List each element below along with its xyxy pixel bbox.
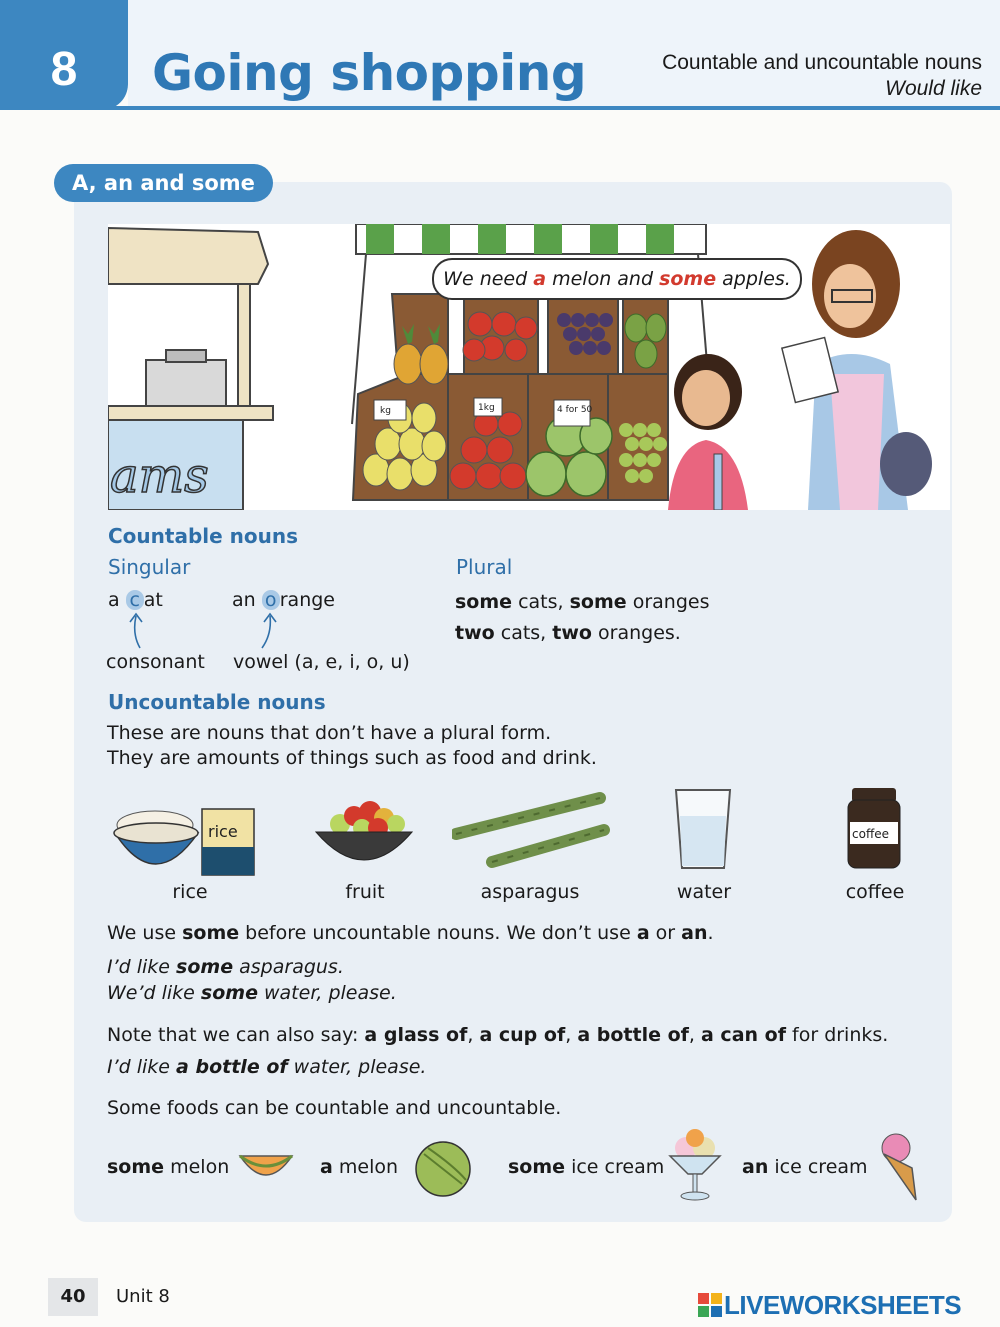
brand-text: LIVEWORKSHEETS (724, 1290, 962, 1320)
note-line (107, 1023, 888, 1047)
page-title: Going shopping (152, 44, 587, 102)
plural-some-2: some (569, 591, 627, 613)
uncountable-heading: Uncountable nouns (108, 690, 326, 714)
ex1-text-1: I’d like (107, 956, 177, 978)
footer-unit-label: Unit 8 (116, 1286, 170, 1307)
asparagus-image (452, 790, 612, 870)
an-ice-cream-label (742, 1155, 868, 1179)
plural-two-2: two (552, 622, 592, 644)
melon-slice-image (236, 1146, 296, 1190)
arrows (120, 612, 290, 652)
a-melon-word: melon (332, 1156, 399, 1178)
ex2-some: some (200, 982, 258, 1004)
consonant-highlight: c (126, 590, 144, 610)
note-sep-3: , (688, 1024, 701, 1046)
ex3-bottle: a bottle of (176, 1056, 288, 1078)
plural-text-3: cats, (494, 622, 553, 644)
note-sep-2: , (565, 1024, 578, 1046)
speech-some: some (659, 268, 717, 290)
ex2-text-1: We’d like (107, 982, 201, 1004)
speech-text-2: melon and (546, 268, 660, 290)
an-ice-an: an (742, 1156, 769, 1178)
rule-text-4: . (707, 922, 714, 944)
rule-text-3: or (649, 922, 682, 944)
label-fruit: fruit (345, 881, 385, 903)
coffee-jar-label: coffee (852, 827, 889, 841)
price-tag-pears: kg (380, 406, 391, 416)
some-melon-word: melon (164, 1156, 230, 1178)
note-bottle: a bottle of (577, 1024, 689, 1046)
word-cat-rest: at (143, 589, 163, 611)
ex3-text-1: I’d like (107, 1056, 177, 1078)
ex1-some: some (176, 956, 234, 978)
coffee-jar-image (846, 784, 902, 870)
plural-line-2 (455, 621, 681, 645)
plural-some-1: some (455, 591, 513, 613)
example-an-orange (232, 588, 335, 612)
consonant-label: consonant (106, 651, 205, 673)
plural-text-2: oranges (626, 591, 710, 613)
some-melon-some: some (107, 1156, 165, 1178)
uncountable-line-2: They are amounts of things such as food and drink. (107, 747, 597, 769)
word-an: an (232, 589, 256, 611)
ex2-text-2: water, please. (257, 982, 397, 1004)
rule-some: some (182, 922, 240, 944)
note-cup: a cup of (479, 1024, 566, 1046)
uncountable-line-1: These are nouns that don’t have a plural form. (107, 722, 552, 744)
speech-bubble (432, 258, 802, 300)
glass-of-water-image (672, 786, 734, 872)
rule-line (107, 921, 714, 945)
page-number: 40 (48, 1278, 98, 1316)
rice-image (110, 795, 260, 880)
some-ice-word: ice cream (565, 1156, 665, 1178)
example-3 (107, 1055, 426, 1079)
shop-sign: ams (110, 448, 209, 504)
example-a-cat (108, 588, 163, 612)
plural-label: Plural (456, 555, 513, 579)
price-tag-melons: 4 for 50 (557, 405, 593, 415)
rule-text-1: We use (107, 922, 183, 944)
countable-heading: Countable nouns (108, 524, 299, 548)
plural-text-4: oranges. (591, 622, 681, 644)
price-tag-apples: 1kg (478, 403, 495, 413)
rule-an: an (681, 922, 708, 944)
subtitle-line-2: Would like (885, 77, 982, 100)
some-melon-label (107, 1155, 229, 1179)
an-ice-word: ice cream (768, 1156, 868, 1178)
rule-text-2: before uncountable nouns. We don’t use (239, 922, 637, 944)
some-ice-cream-label (508, 1155, 664, 1179)
both-line: Some foods can be countable and uncountable. (107, 1097, 562, 1119)
word-a: a (108, 589, 120, 611)
brand-logo (698, 1290, 961, 1321)
note-text-2: for drinks. (785, 1024, 889, 1046)
ex3-text-2: water, please. (287, 1056, 427, 1078)
note-sep-1: , (467, 1024, 480, 1046)
fruit-bowl-image (312, 788, 416, 868)
ice-cream-sundae-image (668, 1128, 722, 1202)
example-1 (107, 955, 344, 979)
label-water: water (676, 881, 732, 903)
word-orange-rest: range (279, 589, 335, 611)
label-coffee: coffee (845, 881, 905, 903)
a-melon-a: a (320, 1156, 333, 1178)
ice-cream-cone-image (876, 1130, 928, 1204)
subtitle-line-1: Countable and uncountable nouns (662, 51, 982, 74)
unit-number: 8 (50, 43, 78, 96)
plural-line-1 (455, 590, 709, 614)
a-melon-label (320, 1155, 398, 1179)
speech-text-1: We need (443, 268, 534, 290)
speech-text-3: apples. (716, 268, 791, 290)
rice-box-label: rice (208, 822, 238, 841)
note-glass: a glass of (364, 1024, 468, 1046)
speech-a: a (533, 268, 547, 290)
brand-grid-icon (698, 1293, 722, 1317)
rule-a: a (636, 922, 650, 944)
note-text-1: Note that we can also say: (107, 1024, 365, 1046)
ex1-text-2: asparagus. (233, 956, 344, 978)
subtitle (662, 50, 982, 102)
some-ice-some: some (508, 1156, 566, 1178)
example-2 (107, 981, 397, 1005)
vowel-highlight: o (262, 590, 280, 610)
label-asparagus: asparagus (480, 881, 580, 903)
vowel-label: vowel (a, e, i, o, u) (233, 651, 410, 673)
section-title: A, an and some (54, 164, 273, 202)
singular-label: Singular (108, 555, 191, 579)
header-rule (0, 106, 1000, 110)
whole-melon-image (414, 1140, 472, 1198)
label-rice: rice (172, 881, 208, 903)
plural-text-1: cats, (512, 591, 570, 613)
plural-two-1: two (455, 622, 495, 644)
note-can: a can of (701, 1024, 786, 1046)
